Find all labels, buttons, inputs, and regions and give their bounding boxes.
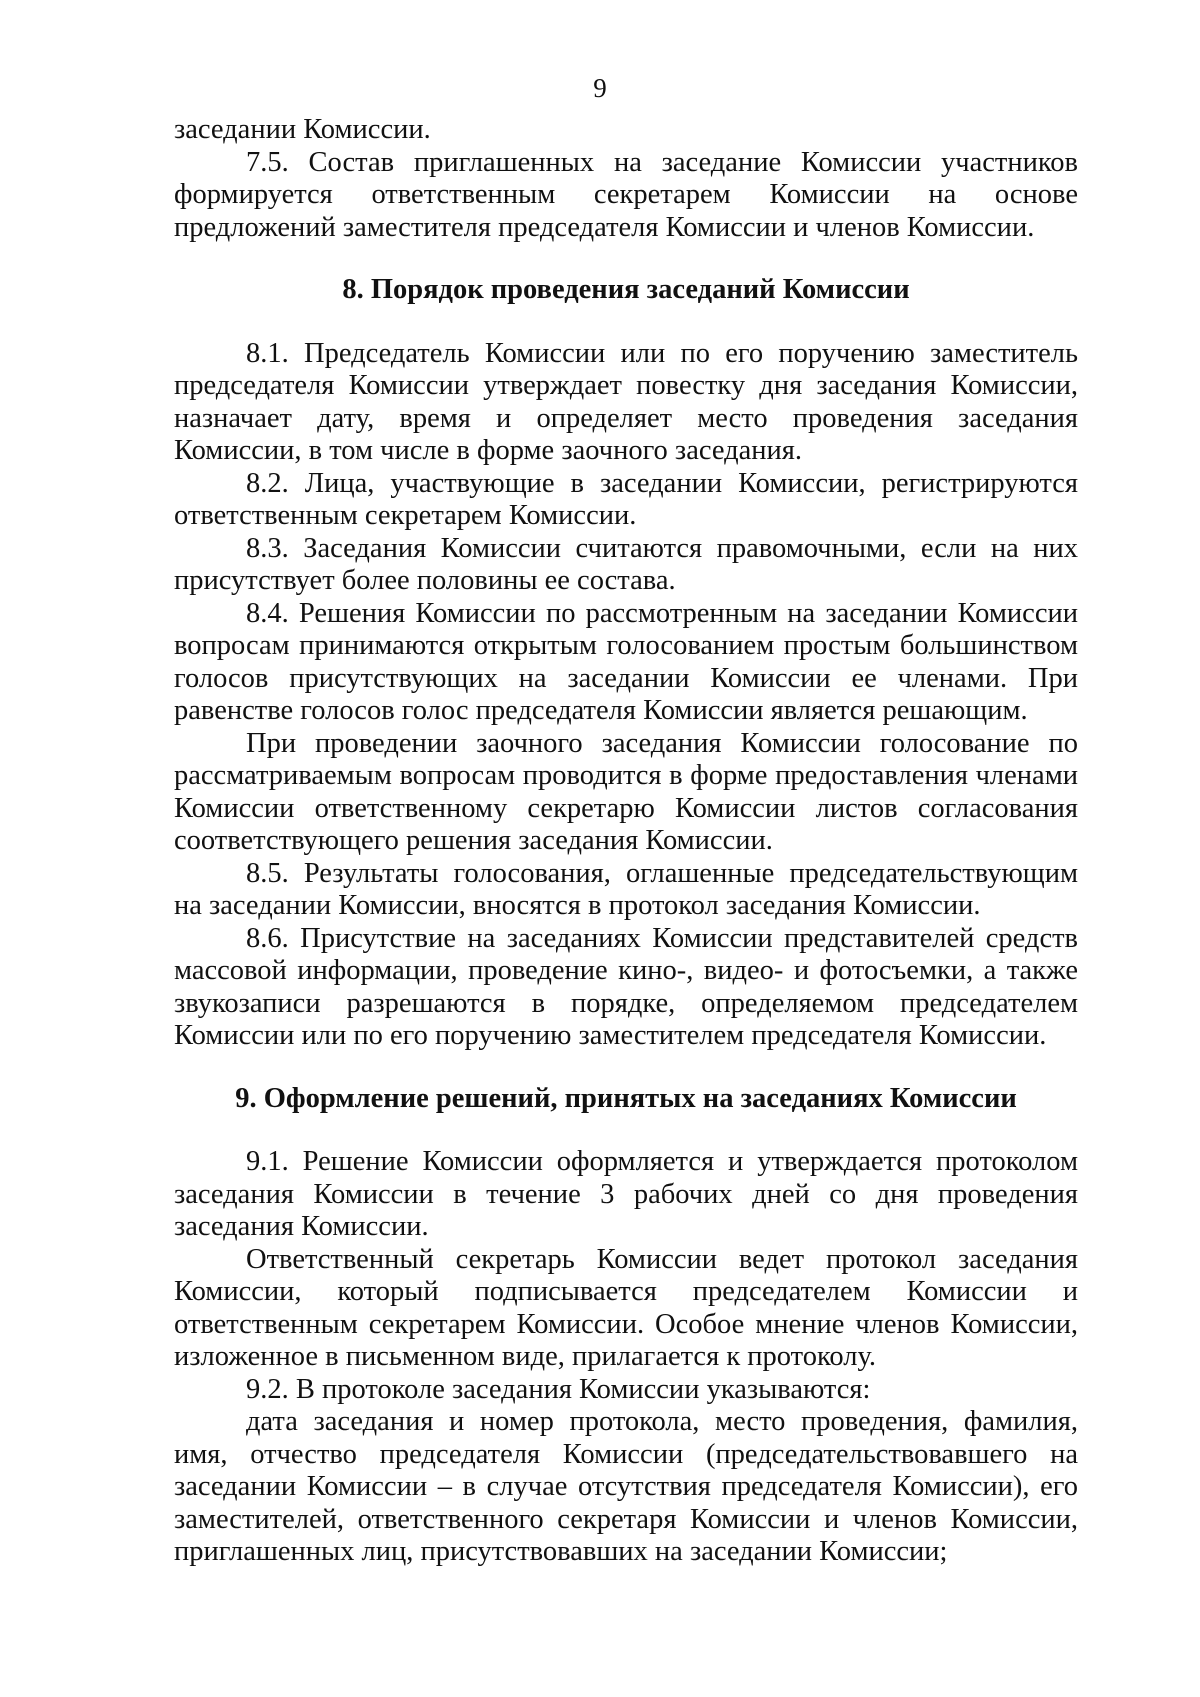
paragraph-8-1: 8.1. Председатель Комиссии или по его поручению заместитель председателя Комиссии утверждает повестку дня заседания Комиссии, назначает дату, время и определяет место проведения заседания Комиссии, в том числе в форме заочного заседания. bbox=[174, 337, 1078, 466]
paragraph-9-1: 9.1. Решение Комиссии оформляется и утверждается протоколом заседания Комиссии в течение 3 рабочих дней со дня проведения заседания Комиссии. bbox=[174, 1146, 1078, 1242]
paragraph-continuation: заседании Комиссии. bbox=[174, 114, 431, 145]
paragraph-9-2-details: дата заседания и номер протокола, место проведения, фамилия, имя, отчество председателя Комиссии (председательствовавшего на заседании Комиссии – в случае отсутствия председателя Комиссии), его заместителей, ответственного секретаря Комиссии и членов Комиссии, приглашенных лиц, присутствовавших на заседании Комиссии; bbox=[174, 1406, 1078, 1567]
paragraph-8-4: 8.4. Решения Комиссии по рассмотренным на заседании Комиссии вопросам принимаются открытым голосованием простым большинством голосов присутствующих на заседании Комиссии ее членами. При равенстве голосов голос председателя Комиссии является решающим. bbox=[174, 597, 1078, 726]
document-body bbox=[174, 114, 1078, 1569]
section-8-heading: 8. Порядок проведения заседаний Комиссии bbox=[342, 274, 910, 305]
paragraph-8-5: 8.5. Результаты голосования, оглашенные председательствующим на заседании Комиссии, вносятся в протокол заседания Комиссии. bbox=[174, 857, 1078, 921]
paragraph-7-5: 7.5. Состав приглашенных на заседание Комиссии участников формируется ответственным секретарем Комиссии на основе предложений заместителя председателя Комиссии и членов Комиссии. bbox=[174, 146, 1078, 243]
paragraph-9-1-secretary: Ответственный секретарь Комиссии ведет протокол заседания Комиссии, который подписывается председателем Комиссии и ответственным секретарем Комиссии. Особое мнение членов Комиссии, изложенное в письменном виде, прилагается к протоколу. bbox=[174, 1243, 1078, 1372]
paragraph-8-3: 8.3. Заседания Комиссии считаются правомочными, если на них присутствует более половины ее состава. bbox=[174, 532, 1078, 596]
section-9-heading: 9. Оформление решений, принятых на заседаниях Комиссии bbox=[235, 1082, 1017, 1114]
paragraph-8-2: 8.2. Лица, участвующие в заседании Комиссии, регистрируются ответственным секретарем Комиссии. bbox=[174, 467, 1078, 531]
page-number: 9 bbox=[593, 73, 607, 103]
paragraph-9-2: 9.2. В протоколе заседания Комиссии указываются: bbox=[246, 1373, 871, 1405]
paragraph-8-4-remote: При проведении заочного заседания Комиссии голосование по рассматриваемым вопросам проводится в форме предоставления членами Комиссии ответственному секретарю Комиссии листов согласования соответствующего решения заседания Комиссии. bbox=[174, 727, 1078, 856]
paragraph-8-6: 8.6. Присутствие на заседаниях Комиссии представителей средств массовой информации, проведение кино-, видео- и фотосъемки, а также звукозаписи разрешаются в порядке, определяемом председателем Комиссии или по его поручению заместителем председателя Комиссии. bbox=[174, 922, 1078, 1051]
